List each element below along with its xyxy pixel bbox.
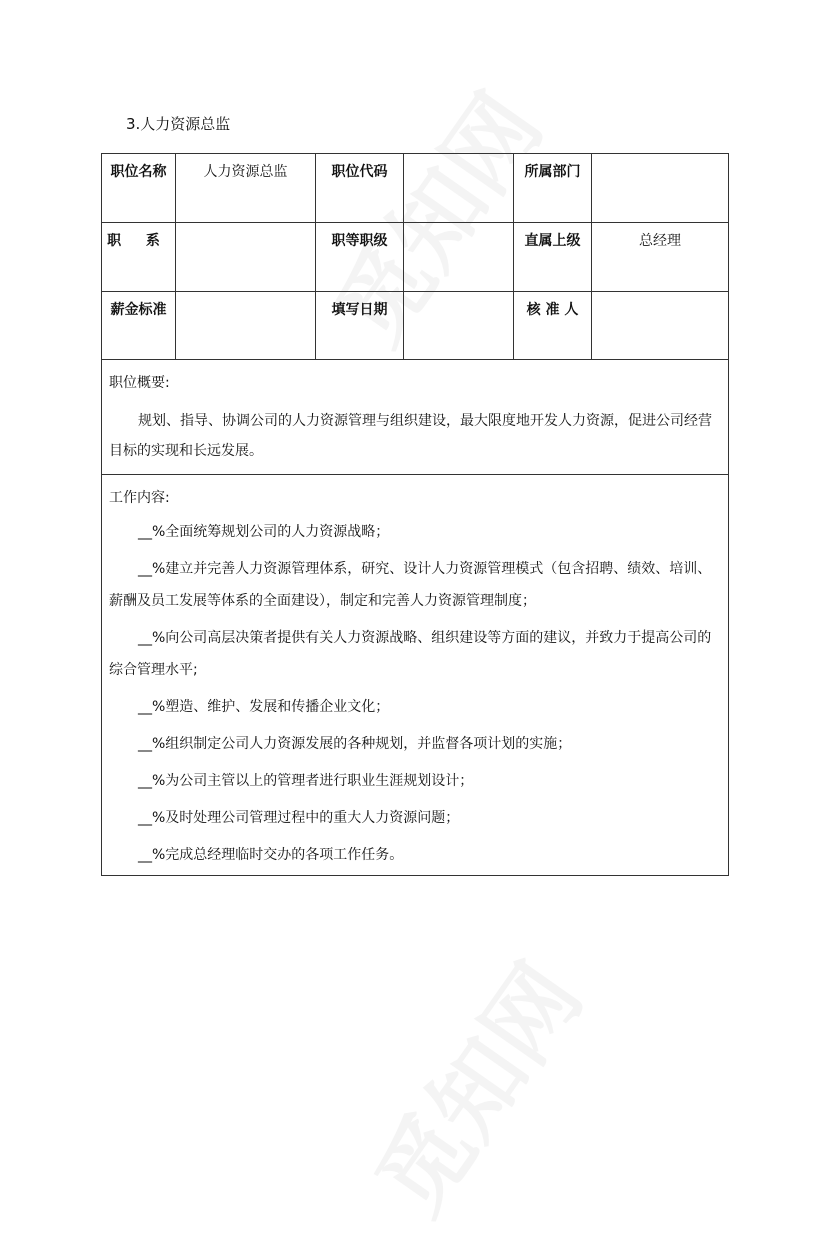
duties-title: 工作内容:: [109, 490, 170, 506]
section-title: 3.人力资源总监: [126, 115, 231, 133]
value-direct-supervisor: 总经理: [592, 223, 729, 292]
duty-item: __%为公司主管以上的管理者进行职业生涯规划设计；: [138, 773, 474, 789]
duty-item: __%塑造、维护、发展和传播企业文化；: [138, 699, 390, 715]
label-department: 所属部门: [514, 154, 592, 223]
value-fill-date: [404, 292, 514, 360]
duties-cell: [102, 475, 729, 876]
table-row-duties: [102, 475, 729, 876]
table-row: [102, 292, 729, 360]
duty-item: __%建立并完善人力资源管理体系，研究、设计人力资源管理模式（包含招聘、绩效、培训、薪酬及员工发展等体系的全面建设），制定和完善人力资源管理制度；: [109, 561, 712, 609]
label-salary-standard: 薪金标准: [102, 292, 176, 360]
label-position-code: 职位代码: [316, 154, 404, 223]
duty-item: __%向公司高层决策者提供有关人力资源战略、组织建设等方面的建议，并致力于提高公司的综合管理水平;: [109, 630, 712, 678]
label-job-grade: 职等职级: [316, 223, 404, 292]
table-row: [102, 223, 729, 292]
label-direct-supervisor: 直属上级: [514, 223, 592, 292]
value-job-grade: [404, 223, 514, 292]
duty-item: __%及时处理公司管理过程中的重大人力资源问题；: [138, 810, 460, 826]
duties-list: [109, 516, 720, 871]
value-department: [592, 154, 729, 223]
summary-cell: [102, 360, 729, 475]
label-approver: 核 准 人: [514, 292, 592, 360]
value-position-code: [404, 154, 514, 223]
duty-item: __%完成总经理临时交办的各项工作任务。: [138, 847, 404, 863]
table-row: [102, 154, 729, 223]
duty-item: __%组织制定公司人力资源发展的各种规划，并监督各项计划的实施；: [138, 736, 572, 752]
summary-text: 规划、指导、协调公司的人力资源管理与组织建设，最大限度地开发人力资源，促进公司经营目标的实现和长远发展。: [109, 413, 712, 459]
job-description-table: [101, 153, 729, 876]
value-job-family: [176, 223, 316, 292]
table-row-summary: [102, 360, 729, 475]
value-position-name: 人力资源总监: [176, 154, 316, 223]
label-fill-date: 填写日期: [316, 292, 404, 360]
label-job-family: 职 系: [102, 223, 176, 292]
summary-title: 职位概要:: [109, 375, 170, 391]
value-approver: [592, 292, 729, 360]
label-position-name: 职位名称: [102, 154, 176, 223]
watermark-bottom: [340, 934, 606, 1236]
duty-item: __%全面统筹规划公司的人力资源战略；: [138, 524, 390, 540]
value-salary-standard: [176, 292, 316, 360]
